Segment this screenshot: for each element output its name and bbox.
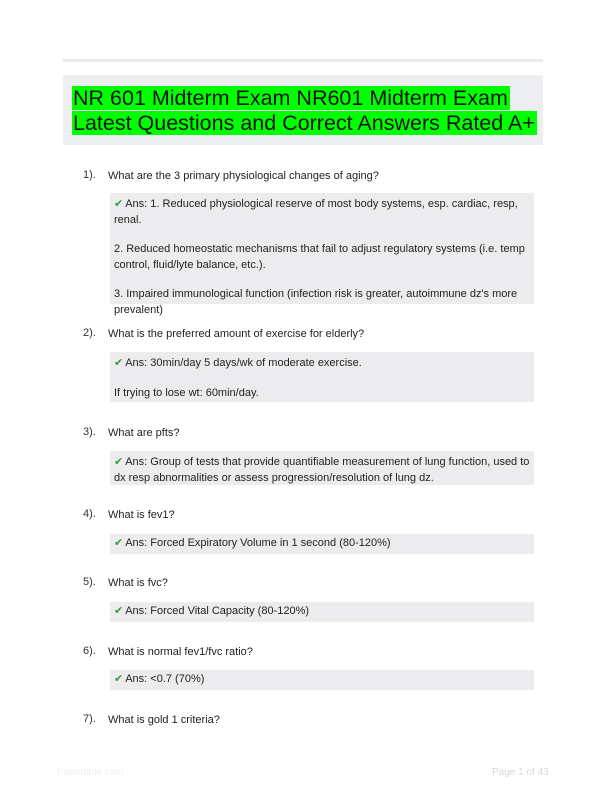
question-text: What is fev1? — [108, 509, 175, 521]
page-indicator: Page 1 of 43 — [492, 767, 549, 778]
answer-text: Ans: Forced Expiratory Volume in 1 second (80-120%) — [125, 537, 391, 549]
answer-text: Ans: 1. Reduced physiological reserve of most body systems, esp. cardiac, resp, renal. — [114, 198, 518, 226]
answer-text: Ans: Forced Vital Capacity (80-120%) — [125, 605, 310, 617]
title-line-2: Latest Questions and Correct Answers Rated A+ — [73, 110, 535, 135]
question-text: What are pfts? — [108, 427, 180, 439]
question-number: 3). — [83, 426, 96, 438]
question-number: 6). — [83, 645, 96, 657]
footer-watermark: Papertible.com — [57, 767, 124, 778]
answer-text: 3. Impaired immunological function (infection risk is greater, autoimmune dz's more prevalent) — [114, 288, 518, 316]
check-icon: ✔ — [114, 198, 124, 210]
answer-box — [110, 670, 534, 690]
title-line-1: NR 601 Midterm Exam NR601 Midterm Exam — [73, 86, 508, 110]
answer-text: Ans: 30min/day 5 days/wk of moderate exercise. — [125, 357, 362, 369]
check-icon: ✔ — [114, 357, 124, 369]
question-number: 4). — [83, 508, 96, 520]
question-number: 1). — [83, 169, 96, 181]
question-number: 7). — [83, 713, 96, 725]
question-text: What is gold 1 criteria? — [108, 714, 220, 726]
document-title — [72, 86, 537, 135]
question-text: What are the 3 primary physiological changes of aging? — [108, 170, 379, 182]
answer-box — [110, 602, 534, 622]
question-text: What is normal fev1/fvc ratio? — [108, 646, 253, 658]
top-divider — [63, 59, 543, 62]
check-icon: ✔ — [114, 456, 124, 468]
check-icon: ✔ — [114, 537, 124, 549]
answer-text: Ans: <0.7 (70%) — [125, 673, 205, 685]
answer-box — [110, 534, 534, 554]
answer-box — [110, 193, 534, 316]
answer-text: Ans: Group of tests that provide quantifiable measurement of lung function, used to dx resp abnormalities or assess progression/resolution of lung dz. — [114, 456, 530, 484]
title-box — [63, 75, 543, 145]
question-number: 5). — [83, 576, 96, 588]
answer-text: If trying to lose wt: 60min/day. — [114, 386, 259, 399]
question-text: What is the preferred amount of exercise for elderly? — [108, 328, 365, 340]
answer-box — [110, 451, 534, 485]
question-text: What is fvc? — [108, 577, 168, 589]
check-icon: ✔ — [114, 605, 124, 617]
question-number: 2). — [83, 327, 96, 339]
check-icon: ✔ — [114, 673, 124, 685]
answer-text: 2. Reduced homeostatic mechanisms that fail to adjust regulatory systems (i.e. temp control, fluid/lyte balance, etc.). — [114, 243, 525, 271]
answer-box — [110, 352, 534, 402]
